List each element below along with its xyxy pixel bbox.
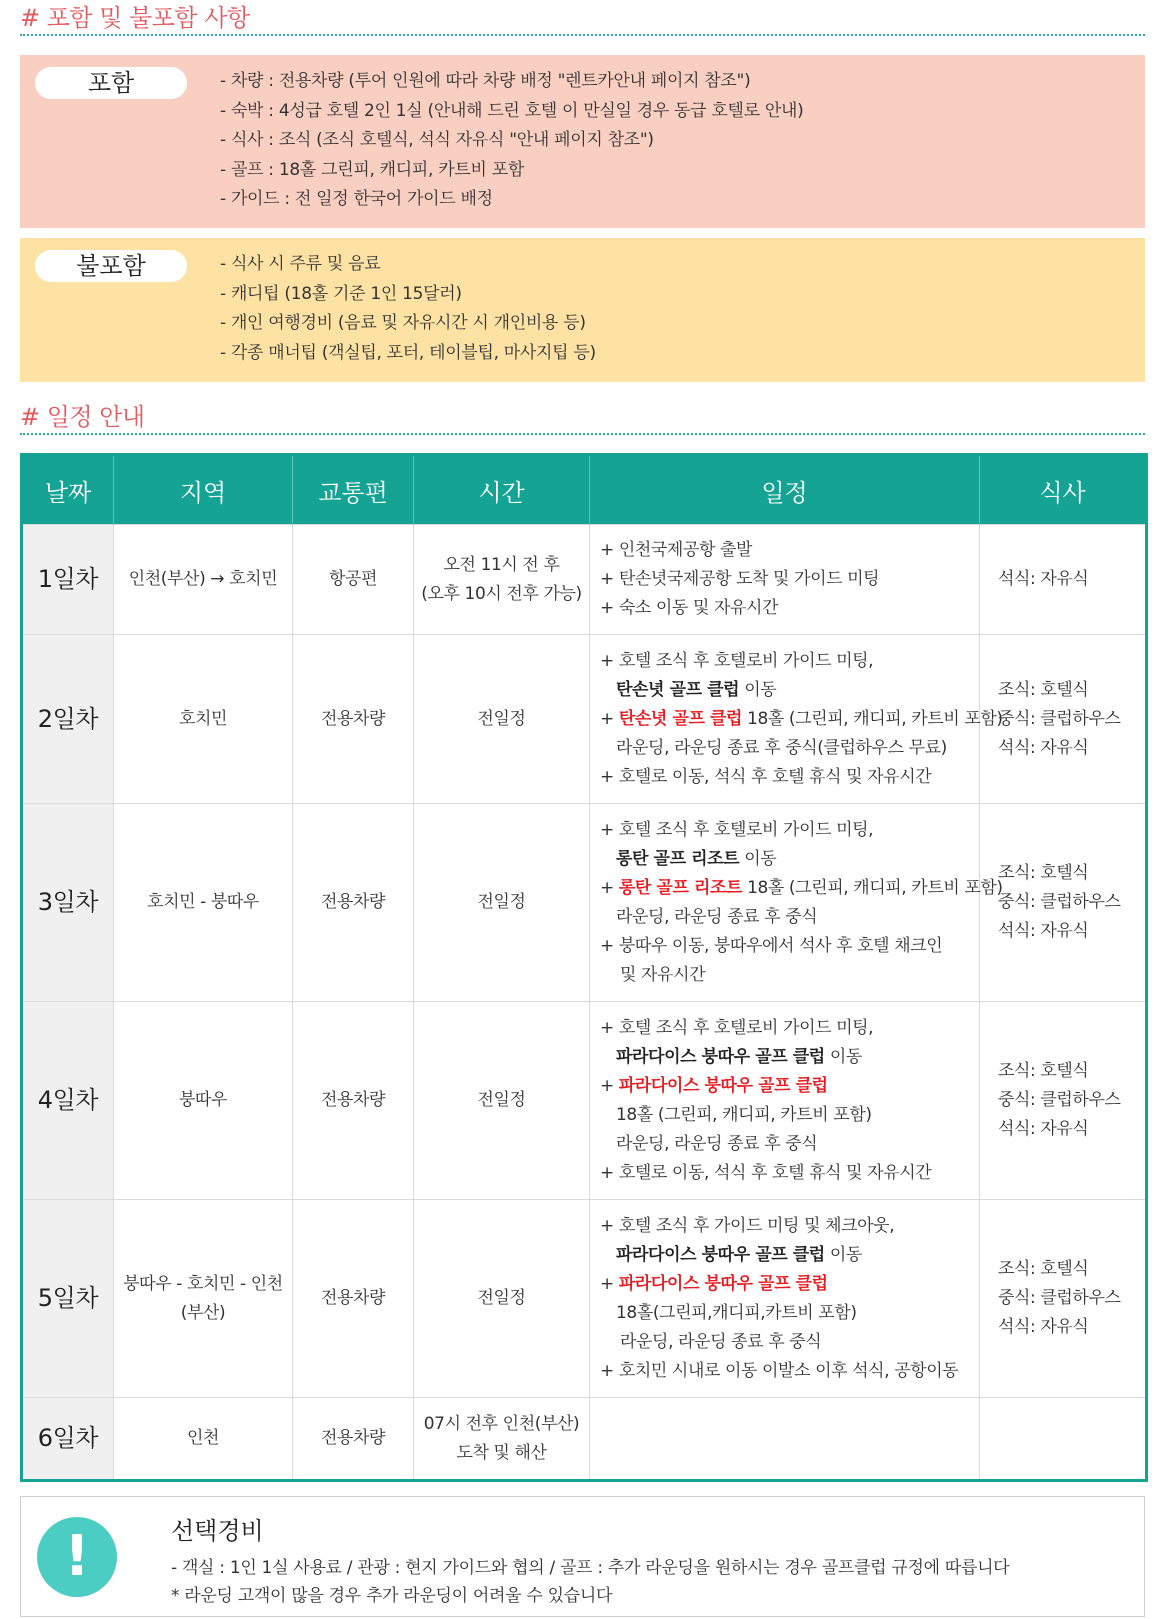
day-cell: 3일차 <box>22 804 114 1002</box>
schedule-table <box>20 453 1148 1482</box>
region-line: (부산) <box>180 1302 226 1323</box>
time-line: 오전 11시 전 후 <box>443 554 560 575</box>
meal-line: 석식: 자유식 <box>998 921 1089 941</box>
plan-line: 18홀 (그린피, 캐디피, 카트비 포함) <box>616 1104 872 1125</box>
header-time: 시간 <box>414 455 590 525</box>
plan-text: + <box>600 877 619 898</box>
golf-club-highlight: 파라다이스 붕따우 골프 클럽 <box>618 1075 828 1096</box>
time-cell: 전일정 <box>414 1200 590 1398</box>
plan-line <box>600 1241 979 1270</box>
plan-line <box>600 1043 979 1072</box>
list-item: - 가이드 : 전 일정 한국어 가이드 배정 <box>220 189 493 209</box>
meal-cell <box>980 635 1147 804</box>
plan-text: + <box>600 1273 619 1294</box>
plan-line: + 붕따우 이동, 붕따우에서 석사 후 호텔 채크인 <box>600 935 943 956</box>
list-item: - 캐디팁 (18홀 기준 1인 15달러) <box>220 283 462 304</box>
list-item: - 차량 : 전용차량 (투어 인원에 따라 차량 배정 "렌트카안내 페이지 참조") <box>220 71 751 91</box>
time-line: 도착 및 해산 <box>456 1442 547 1463</box>
meal-cell <box>980 525 1147 635</box>
plan-text: + <box>600 708 619 729</box>
table-row <box>22 1398 1147 1481</box>
plan-text: 18홀 (그린피, 캐디피, 카트비 포함) <box>742 877 1003 898</box>
list-item: - 숙박 : 4성급 호텔 2인 1실 (안내해 드린 호텔 이 만실일 경우 동급 호텔로 안내) <box>220 100 804 121</box>
exclude-label: 불포함 <box>35 250 187 282</box>
meal-cell <box>980 804 1147 1002</box>
plan-line: + 호텔 조식 후 가이드 미팅 및 체크아웃, <box>600 1215 895 1236</box>
region-cell <box>114 1200 293 1398</box>
time-cell: 전일정 <box>414 804 590 1002</box>
optional-title: 선택경비 <box>171 1517 264 1545</box>
day-cell: 5일차 <box>22 1200 114 1398</box>
time-cell <box>414 525 590 635</box>
transport-cell: 전용차량 <box>293 1398 414 1481</box>
header-transport: 교통편 <box>293 455 414 525</box>
meal-line: 조식: 호텔식 <box>998 1259 1089 1279</box>
plan-line: + 호텔 조식 후 호텔로비 가이드 미팅, <box>600 819 874 840</box>
region-cell: 붕따우 <box>114 1002 293 1200</box>
inclusion-section-title: # 포함 및 불포함 사항 <box>20 4 250 32</box>
include-list <box>220 67 803 215</box>
list-item: - 골프 : 18홀 그린피, 캐디피, 카트비 포함 <box>220 159 524 180</box>
plan-cell <box>590 804 1003 1002</box>
optional-line: - 객실 : 1인 1실 사용료 / 관광 : 현지 가이드와 협의 / 골프 : 추가 라운딩을 원하시는 경우 골프클럽 규정에 따릅니다 <box>171 1558 1010 1578</box>
meal-line: 석식: 자유식 <box>998 737 1089 758</box>
include-label: 포함 <box>35 67 187 99</box>
meal-line: 중식: 클럽하우스 <box>998 892 1121 912</box>
table-row <box>22 804 1147 1002</box>
section-divider <box>20 34 1145 36</box>
plan-cell <box>590 1200 980 1398</box>
golf-club-highlight: 탄손녓 골프 클럽 <box>618 708 743 729</box>
schedule-section-title: # 일정 안내 <box>20 403 145 431</box>
plan-line <box>600 1270 979 1299</box>
time-cell: 전일정 <box>414 635 590 804</box>
plan-line <box>600 874 1003 903</box>
meal-cell <box>980 1002 1147 1200</box>
transport-cell: 전용차량 <box>293 1200 414 1398</box>
plan-line: 라운딩, 라운딩 종료 후 중식(클럽하우스 무료) <box>616 737 947 758</box>
list-item: - 식사 시 주류 및 음료 <box>220 254 381 274</box>
meal-line: 중식: 클럽하우스 <box>998 708 1121 729</box>
golf-club-highlight: 파라다이스 붕따우 골프 클럽 <box>618 1273 828 1294</box>
day-cell: 1일차 <box>22 525 114 635</box>
meal-line: 석식: 자유식 <box>998 1317 1089 1337</box>
meal-cell <box>980 1398 1147 1481</box>
golf-club-highlight: 롱탄 골프 리조트 <box>618 877 743 898</box>
exclude-box <box>20 238 1145 382</box>
table-header-row <box>22 455 1147 525</box>
optional-expenses-box <box>20 1496 1145 1617</box>
table-row <box>22 635 1147 804</box>
plan-line <box>600 705 1003 734</box>
plan-line: + 호텔 조식 후 호텔로비 가이드 미팅, <box>600 650 874 671</box>
meal-line: 조식: 호텔식 <box>998 679 1089 700</box>
plan-line: + 탄손녓국제공항 도착 및 가이드 미팅 <box>600 569 880 589</box>
plan-text: 이동 <box>739 848 777 869</box>
exclude-list <box>220 250 596 368</box>
plan-line: 라운딩, 라운딩 종료 후 중식 <box>620 1331 822 1352</box>
plan-line: 라운딩, 라운딩 종료 후 중식 <box>616 1133 818 1154</box>
plan-cell <box>590 635 1003 804</box>
plan-cell <box>590 1002 980 1200</box>
plan-line: + 호텔 조식 후 호텔로비 가이드 미팅, <box>600 1017 874 1038</box>
day-cell: 2일차 <box>22 635 114 804</box>
list-item: - 개인 여행경비 (음료 및 자유시간 시 개인비용 등) <box>220 313 586 333</box>
plan-line: 라운딩, 라운딩 종료 후 중식 <box>616 906 818 927</box>
plan-text: + <box>600 1075 619 1096</box>
region-cell: 인천 <box>114 1398 293 1481</box>
transport-cell: 항공편 <box>293 525 414 635</box>
plan-line: + 인천국제공항 출발 <box>600 540 753 560</box>
transport-cell: 전용차량 <box>293 804 414 1002</box>
meal-line: 석식: 자유식 <box>998 1119 1089 1139</box>
plan-line: + 숙소 이동 및 자유시간 <box>600 598 779 618</box>
golf-club-name: 롱탄 골프 리조트 <box>616 848 740 869</box>
plan-text: 이동 <box>824 1046 862 1067</box>
region-cell: 호치민 <box>114 635 293 804</box>
time-line: 07시 전후 인천(부산) <box>423 1413 580 1434</box>
table-row <box>22 1200 1147 1398</box>
plan-text: 이동 <box>739 679 777 700</box>
meal-cell <box>980 1200 1147 1398</box>
meal-line: 조식: 호텔식 <box>998 1061 1089 1081</box>
meal-line: 조식: 호텔식 <box>998 863 1089 883</box>
time-line: (오후 10시 전후 가능) <box>421 583 582 604</box>
meal-line: 중식: 클럽하우스 <box>998 1090 1121 1110</box>
region-line: 붕따우 - 호치민 - 인천 <box>123 1273 283 1294</box>
header-date: 날짜 <box>22 455 114 525</box>
plan-cell <box>590 1398 980 1481</box>
plan-text: 이동 <box>824 1244 862 1265</box>
list-item: - 식사 : 조식 (조식 호텔식, 석식 자유식 "안내 페이지 참조") <box>220 130 654 150</box>
golf-club-name: 탄손녓 골프 클럽 <box>616 679 740 700</box>
plan-line: 및 자유시간 <box>620 964 706 985</box>
plan-line <box>600 676 979 705</box>
region-cell: 호치민 - 붕따우 <box>114 804 293 1002</box>
plan-line: + 호치민 시내로 이동 이발소 이후 석식, 공항이동 <box>600 1360 959 1381</box>
transport-cell: 전용차량 <box>293 635 414 804</box>
plan-line: + 호텔로 이동, 석식 후 호텔 휴식 및 자유시간 <box>600 1162 932 1183</box>
plan-text: 18홀 (그린피, 캐디피, 카트비 포함) <box>742 708 1003 729</box>
region-cell: 인천(부산) → 호치민 <box>114 525 293 635</box>
list-item: - 각종 매너팁 (객실팁, 포터, 테이블팁, 마사지팁 등) <box>220 342 596 363</box>
header-region: 지역 <box>114 455 293 525</box>
optional-note: * 라운딩 고객이 많을 경우 추가 라운딩이 어려울 수 있습니다 <box>171 1586 613 1606</box>
plan-line: + 호텔로 이동, 석식 후 호텔 휴식 및 자유시간 <box>600 766 932 787</box>
section-divider <box>20 433 1145 435</box>
time-cell <box>414 1398 590 1481</box>
day-cell: 4일차 <box>22 1002 114 1200</box>
plan-cell <box>590 525 980 635</box>
header-meals: 식사 <box>980 455 1147 525</box>
day-cell: 6일차 <box>22 1398 114 1481</box>
golf-club-name: 파라다이스 붕따우 골프 클럽 <box>616 1244 825 1265</box>
meal-line: 중식: 클럽하우스 <box>998 1288 1121 1308</box>
table-row <box>22 1002 1147 1200</box>
header-plan: 일정 <box>590 455 980 525</box>
plan-line: 18홀(그린피,캐디피,카트비 포함) <box>616 1302 857 1323</box>
transport-cell: 전용차량 <box>293 1002 414 1200</box>
plan-line <box>600 845 979 874</box>
table-row <box>22 525 1147 635</box>
include-box <box>20 55 1145 228</box>
plan-line <box>600 1072 979 1101</box>
golf-club-name: 파라다이스 붕따우 골프 클럽 <box>616 1046 825 1067</box>
time-cell: 전일정 <box>414 1002 590 1200</box>
exclamation-icon: ! <box>37 1517 117 1597</box>
meal-line: 석식: 자유식 <box>998 569 1089 589</box>
